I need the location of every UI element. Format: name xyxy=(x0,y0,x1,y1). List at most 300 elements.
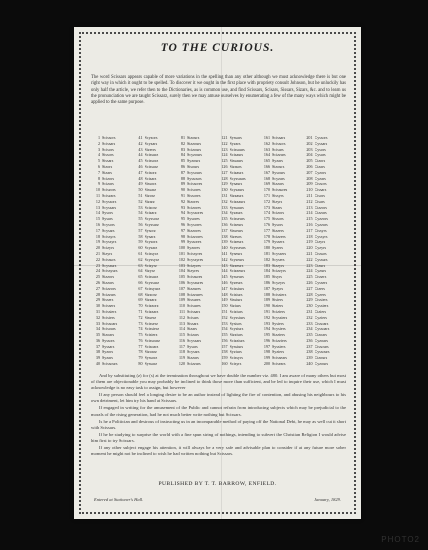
spelling-word: Scyzours xyxy=(187,152,203,158)
spelling-number: 215 xyxy=(306,216,313,222)
spelling-number: 179 xyxy=(263,239,270,245)
spelling-number: 149 xyxy=(221,297,228,303)
spelling-number: 119 xyxy=(179,355,185,361)
spelling-word: Scyzars xyxy=(144,140,158,146)
spelling-number: 191 xyxy=(263,308,270,314)
spelling-word: Sysaurs xyxy=(229,181,243,187)
spelling-number: 198 xyxy=(263,349,270,355)
spelling-word: Scissorz xyxy=(144,158,159,164)
spelling-number: 108 xyxy=(178,291,185,297)
spelling-number: 29 xyxy=(95,297,100,303)
spelling-number: 19 xyxy=(95,239,100,245)
spelling-number: 113 xyxy=(179,320,185,326)
spelling-word: Sciszars xyxy=(102,192,116,198)
spelling-word: Scizors xyxy=(102,175,115,181)
spelling-number: 166 xyxy=(263,163,270,169)
spelling-number: 120 xyxy=(178,361,185,367)
spelling-number: 82 xyxy=(180,140,185,146)
spelling-word: Scissyrs xyxy=(229,355,243,361)
spelling-number: 123 xyxy=(221,146,228,152)
spelling-word: Scysorz xyxy=(144,239,158,245)
spelling-number: 168 xyxy=(263,175,270,181)
spelling-number: 23 xyxy=(95,262,100,268)
spelling-word: Syzars xyxy=(272,158,283,164)
intro-paragraph: The word Scissars appears capable of more variations in the spelling than any other although we must acknowledge there is but one right way in which it ought to be spelled. To discover it we ought in the first place with propriety consult Johnson, but he unluckily has only half the article, we refer then to the Dictionaries, as is common use, and find Scissars, Scisars, Sissars, Sizars, &c. and to learn us the pronunciation we are taught Scissarz, surely then we may amuse ourselves by enumerating a few of the many ways which might be applied to the same purpose. xyxy=(91,75,346,106)
spelling-word: Sizores xyxy=(187,198,200,204)
spelling-word: Scisores xyxy=(187,187,201,193)
paragraph: Is he a Politician and desirous of instructing us in an incomparable method of paying off the National Debt, he may as well cut it short with Scissars. xyxy=(91,418,346,430)
spelling-number: 148 xyxy=(221,291,228,297)
spelling-word: Cissyrs xyxy=(314,227,327,233)
spelling-word: Scissaurs xyxy=(229,146,245,152)
spelling-word: Scizeurs xyxy=(229,239,244,245)
spelling-number: 162 xyxy=(263,140,270,146)
spelling-number: 66 xyxy=(138,279,143,285)
spelling-word: Sissors xyxy=(102,152,114,158)
spelling-number: 144 xyxy=(221,268,228,274)
spelling-word: Scissyurz xyxy=(144,285,161,291)
spelling-word: Sizours xyxy=(272,163,285,169)
spelling-word: Scyssars xyxy=(187,337,202,343)
spelling-number: 100 xyxy=(178,245,185,251)
spelling-word: Scysiurs xyxy=(229,326,244,332)
spelling-number: 45 xyxy=(138,158,143,164)
spelling-number: 10 xyxy=(95,187,100,193)
spelling-word: Scissyurs xyxy=(102,268,118,274)
spelling-word: Scysars xyxy=(187,349,200,355)
spelling-column xyxy=(134,135,177,367)
spelling-word: Sizzarz xyxy=(144,297,157,303)
spelling-number: 48 xyxy=(138,175,143,181)
spelling-number: 9 xyxy=(97,181,100,187)
spelling-number: 109 xyxy=(178,297,185,303)
spelling-word: Syzers xyxy=(272,245,283,251)
spelling-number: 70 xyxy=(138,303,143,309)
spelling-number: 200 xyxy=(263,361,270,367)
spelling-word: Scisaurs xyxy=(229,152,244,158)
spelling-number: 59 xyxy=(138,239,143,245)
spelling-word: Sysors xyxy=(272,221,283,227)
spelling-word: Scissures xyxy=(187,274,203,280)
spelling-number: 36 xyxy=(95,337,100,343)
spelling-number: 199 xyxy=(263,355,270,361)
spelling-number: 91 xyxy=(180,192,185,198)
spelling-word: Scyssiurs xyxy=(229,314,245,320)
spelling-number: 16 xyxy=(95,221,100,227)
spelling-number: 181 xyxy=(263,250,270,256)
spelling-word: Sisiers xyxy=(272,297,283,303)
spelling-number: 154 xyxy=(221,326,228,332)
spelling-word: Sciziers xyxy=(272,308,285,314)
watermark-text: PHOTO2 xyxy=(381,535,420,544)
spelling-word: Scisierz xyxy=(144,332,158,338)
spelling-word: Sysors xyxy=(102,210,113,216)
spelling-word: Syzyrs xyxy=(272,285,284,291)
spelling-word: Scissiurs xyxy=(229,285,245,291)
spelling-number: 80 xyxy=(138,361,143,367)
spelling-word: Scissors xyxy=(102,135,116,140)
spelling-word: Sizorz xyxy=(144,192,155,198)
spelling-word: Scysers xyxy=(272,256,285,262)
spelling-number: 68 xyxy=(138,291,143,297)
spelling-word: Syssores xyxy=(187,239,202,245)
spelling-word: Syzars xyxy=(102,355,113,361)
spelling-number: 126 xyxy=(221,163,228,169)
spelling-number: 218 xyxy=(306,233,313,239)
spelling-number: 67 xyxy=(138,285,143,291)
spelling-word: Scisars xyxy=(272,146,284,152)
spelling-number: 51 xyxy=(138,192,143,198)
spelling-word: Scizzorz xyxy=(144,303,159,309)
spelling-word: Sysours xyxy=(272,169,285,175)
spelling-number: 111 xyxy=(179,308,185,314)
spelling-word: Sysiers xyxy=(272,320,284,326)
spelling-word: Scyssorz xyxy=(144,216,160,222)
spelling-number: 110 xyxy=(179,303,185,309)
spelling-number: 4 xyxy=(97,152,100,158)
body-text xyxy=(91,373,346,458)
spelling-word: Sissaurs xyxy=(229,158,243,164)
spelling-number: 228 xyxy=(306,291,313,297)
spelling-word: Scissarz xyxy=(144,163,158,169)
spelling-word: Scyssurs xyxy=(102,262,117,268)
spelling-word: Sysorz xyxy=(144,227,156,233)
spelling-number: 11 xyxy=(96,192,100,198)
spelling-number: 171 xyxy=(263,192,270,198)
spelling-number: 159 xyxy=(221,355,228,361)
spelling-word: Scizzaurs xyxy=(229,198,246,204)
spelling-number: 44 xyxy=(138,152,143,158)
spelling-number: 226 xyxy=(306,279,313,285)
spelling-word: Cissiers xyxy=(314,297,328,303)
spelling-number: 2 xyxy=(97,140,100,146)
spelling-number: 164 xyxy=(263,152,270,158)
spelling-number: 217 xyxy=(306,227,313,233)
spelling-number: 88 xyxy=(180,175,185,181)
spelling-number: 140 xyxy=(221,245,228,251)
spelling-word: Scizzars xyxy=(102,291,116,297)
spelling-number: 151 xyxy=(221,308,228,314)
spelling-number: 187 xyxy=(263,285,270,291)
spelling-number: 125 xyxy=(221,158,228,164)
spelling-word: Sissers xyxy=(102,297,114,303)
spelling-number: 43 xyxy=(138,146,143,152)
spelling-word: Sizziers xyxy=(272,332,285,338)
document-title: TO THE CURIOUS. xyxy=(160,42,275,54)
spelling-word: Syssours xyxy=(187,175,202,181)
spelling-number: 112 xyxy=(179,314,185,320)
spelling-number: 143 xyxy=(221,262,228,268)
spelling-word: Syssars xyxy=(102,343,115,349)
spelling-word: Scyssyres xyxy=(187,256,204,262)
spelling-word: Scyssiers xyxy=(272,314,288,320)
spelling-word: Scyssarz xyxy=(144,221,159,227)
paragraph: If any other subject engage his attention, it will always be a very safe and advisable plan to consider if at any future more sober moment he might not be inclined to wish he had written nothing but Scissars. xyxy=(91,445,346,457)
spelling-column xyxy=(219,135,262,367)
spelling-word: Scissars xyxy=(102,140,116,146)
spelling-word: Cyssoars xyxy=(314,326,330,332)
spelling-word: Scyzors xyxy=(144,135,158,140)
spelling-column xyxy=(261,135,304,367)
spelling-number: 50 xyxy=(138,187,143,193)
spelling-word: Scissoars xyxy=(102,320,118,326)
spelling-number: 141 xyxy=(221,250,228,256)
spelling-word: Sciszors xyxy=(102,187,116,193)
spelling-word: Cizers xyxy=(314,285,325,291)
spelling-word: Scisorz xyxy=(144,169,157,175)
spelling-word: Cyssors xyxy=(314,135,328,140)
spelling-word: Scissores xyxy=(187,181,203,187)
spelling-word: Sysars xyxy=(102,216,113,222)
publisher-line: PUBLISHED BY T. T. BARROW, ENFIELD. xyxy=(158,481,277,487)
spelling-word: Scysars xyxy=(102,227,115,233)
spelling-word: Cyzzors xyxy=(314,216,328,222)
spelling-number: 95 xyxy=(180,216,185,222)
spelling-number: 209 xyxy=(306,181,313,187)
spelling-word: Scissors xyxy=(272,140,286,146)
spelling-number: 134 xyxy=(221,210,228,216)
spelling-word: Sizyrs xyxy=(272,198,283,204)
spelling-word: Sizyrs xyxy=(102,250,113,256)
spelling-word: Scizzures xyxy=(187,291,203,297)
spelling-word: Sizzars xyxy=(272,181,284,187)
spelling-number: 76 xyxy=(138,337,143,343)
spelling-number: 237 xyxy=(306,343,313,349)
spelling-number: 31 xyxy=(95,308,100,314)
spelling-word: Scizars xyxy=(102,181,114,187)
spelling-number: 75 xyxy=(138,332,143,338)
spelling-number: 52 xyxy=(138,198,143,204)
spelling-number: 239 xyxy=(306,355,313,361)
spelling-word: Scizaurs xyxy=(229,169,244,175)
spelling-number: 139 xyxy=(221,239,228,245)
spelling-word: Scysaurs xyxy=(229,187,245,193)
spelling-word: Scissours xyxy=(102,361,118,367)
spelling-number: 107 xyxy=(178,285,185,291)
spelling-word: Scizors xyxy=(272,210,285,216)
spelling-number: 115 xyxy=(179,332,185,338)
spelling-word: Cissors xyxy=(314,181,327,187)
spelling-number: 137 xyxy=(221,227,228,233)
spelling-number: 207 xyxy=(306,169,313,175)
spelling-number: 213 xyxy=(306,204,313,210)
spelling-number: 83 xyxy=(180,146,185,152)
spelling-number: 128 xyxy=(221,175,228,181)
spelling-word: Scysarz xyxy=(144,245,158,251)
spelling-number: 63 xyxy=(138,262,143,268)
spelling-number: 167 xyxy=(263,169,270,175)
spelling-number: 185 xyxy=(263,274,270,280)
spelling-number: 58 xyxy=(138,233,143,239)
spelling-number: 240 xyxy=(306,361,313,367)
spelling-number: 208 xyxy=(306,175,313,181)
spelling-number: 211 xyxy=(306,192,313,198)
spelling-word: Scizzores xyxy=(187,233,203,239)
spelling-number: 69 xyxy=(138,297,143,303)
spelling-number: 22 xyxy=(95,256,100,262)
paragraph: If engaged in writing for the amusement of the Public and cannot refrain from introducing subjects which may be prejudicial to the morals of the rising generation, had he not much better write nothing but Scissars. xyxy=(91,405,346,417)
spelling-number: 3 xyxy=(97,146,100,152)
spelling-number: 117 xyxy=(179,343,185,349)
spelling-number: 176 xyxy=(263,221,270,227)
spelling-word: Sciziurs xyxy=(229,308,243,314)
spelling-number: 133 xyxy=(221,204,228,210)
spelling-word: Scyssaurs xyxy=(229,175,246,181)
spelling-word: Scisseurs xyxy=(229,216,245,222)
spelling-word: Scisures xyxy=(187,303,201,309)
spelling-word: Cissoars xyxy=(314,320,329,326)
spelling-word: Cizyrs xyxy=(314,239,326,245)
paragraph: If any person should feel a longing desire to be an author instead of lighting the fire of contention, and abusing his neighbours to his own detriment, let him try his hand at Scissars. xyxy=(91,392,346,404)
spelling-number: 74 xyxy=(138,326,143,332)
spelling-word: Sizaurs xyxy=(229,163,242,169)
spelling-word: Scissurz xyxy=(144,152,159,158)
spelling-number: 177 xyxy=(263,227,270,233)
spelling-number: 216 xyxy=(306,221,313,227)
spelling-number: 145 xyxy=(221,274,228,280)
spelling-number: 33 xyxy=(95,320,100,326)
spelling-word: Cizours xyxy=(314,355,328,361)
spelling-word: Scizyrz xyxy=(144,262,157,268)
spelling-number: 183 xyxy=(263,262,270,268)
spelling-word: Sissarz xyxy=(144,187,157,193)
spelling-number: 93 xyxy=(180,204,185,210)
spelling-word: Sissars xyxy=(187,320,199,326)
spelling-number: 161 xyxy=(263,135,270,140)
spelling-number: 206 xyxy=(306,163,313,169)
spelling-number: 160 xyxy=(221,361,228,367)
spelling-number: 103 xyxy=(178,262,185,268)
spelling-number: 39 xyxy=(95,355,100,361)
spelling-word: Cyssers xyxy=(314,279,328,285)
spelling-word: Sizzaurs xyxy=(229,192,244,198)
spelling-word: Syssors xyxy=(102,337,115,343)
spelling-word: Cyzors xyxy=(314,169,327,175)
spelling-number: 165 xyxy=(263,158,270,164)
spelling-column xyxy=(176,135,219,367)
spelling-number: 96 xyxy=(180,221,185,227)
spelling-number: 24 xyxy=(95,268,100,274)
spelling-word: Syzaurs xyxy=(229,210,243,216)
spelling-row xyxy=(176,361,219,367)
spelling-number: 27 xyxy=(95,285,100,291)
spelling-number: 173 xyxy=(263,204,270,210)
spelling-word: Sizars xyxy=(102,169,113,175)
spelling-word: Scyssures xyxy=(187,279,204,285)
spelling-word: Sizzures xyxy=(187,285,201,291)
spelling-number: 15 xyxy=(95,216,100,222)
spelling-word: Cyziers xyxy=(314,314,328,320)
spelling-number: 87 xyxy=(180,169,185,175)
spelling-number: 193 xyxy=(263,320,270,326)
paragraph: If he be studying to surprise the world with a fine spun string of nothings, intending to subvert the Christian Religion I would advise him first to try Scissars. xyxy=(91,431,346,443)
spelling-number: 17 xyxy=(95,227,100,233)
spelling-number: 221 xyxy=(306,250,313,256)
spelling-word: Sissores xyxy=(187,192,201,198)
spelling-word: Syziurs xyxy=(229,349,242,355)
paragraph: And by substituting (z) for (s) at the termination throughout we have double the number viz. 480. I am aware of many others but most of them are objectionable you may probably be inclined to think those more than sufficient, and be led to inquire their use, which I must acknowledge is no easy task to assign, but however xyxy=(91,373,346,391)
spelling-number: 230 xyxy=(306,303,313,309)
spelling-word: Scissiers xyxy=(272,291,287,297)
spelling-number: 184 xyxy=(263,268,270,274)
spelling-number: 71 xyxy=(138,308,143,314)
spelling-number: 26 xyxy=(95,279,100,285)
spelling-word: Cisars xyxy=(314,198,325,204)
spelling-word: Scysiers xyxy=(272,326,286,332)
spelling-number: 153 xyxy=(221,320,228,326)
spelling-word: Sysiurs xyxy=(229,320,242,326)
spelling-number: 196 xyxy=(263,337,270,343)
spelling-word: Scisears xyxy=(272,361,286,367)
spelling-word: Scissures xyxy=(272,187,288,193)
spelling-number: 30 xyxy=(95,303,100,309)
spelling-number: 99 xyxy=(180,239,185,245)
spelling-number: 186 xyxy=(263,279,270,285)
spelling-word: Scyssurz xyxy=(144,279,160,285)
spelling-word: Cyssours xyxy=(314,349,330,355)
spelling-word: Scizzeurs xyxy=(229,268,246,274)
spelling-word: Ciziers xyxy=(314,308,327,314)
spelling-number: 102 xyxy=(178,256,185,262)
spelling-word: Sizarz xyxy=(144,198,155,204)
spelling-number: 232 xyxy=(306,314,313,320)
spelling-word: Siziers xyxy=(272,303,284,309)
spelling-number: 122 xyxy=(221,140,228,146)
spelling-word: Scyssyrs xyxy=(102,239,117,245)
spelling-word: Sizars xyxy=(272,204,283,210)
spelling-word: Sizzars xyxy=(102,279,114,285)
spelling-number: 37 xyxy=(95,343,100,349)
spelling-number: 62 xyxy=(138,256,143,262)
spelling-word: Sizziurs xyxy=(229,332,243,338)
spelling-word: Syziers xyxy=(272,349,285,355)
spelling-number: 18 xyxy=(95,233,100,239)
spelling-column xyxy=(304,135,347,367)
spelling-word: Cyzoars xyxy=(314,337,328,343)
spelling-word: Cissers xyxy=(314,274,327,280)
spelling-word: Scizzarz xyxy=(144,308,159,314)
spelling-word: Syzors xyxy=(102,349,114,355)
spelling-word: Sizyres xyxy=(187,268,200,274)
spelling-number: 190 xyxy=(263,303,270,309)
spelling-word: Scisors xyxy=(102,146,114,152)
spelling-word: Scissiers xyxy=(102,308,117,314)
spelling-number: 97 xyxy=(180,227,185,233)
spelling-word: Syseurs xyxy=(229,250,243,256)
spelling-number: 180 xyxy=(263,245,270,251)
spelling-word: Sizors xyxy=(102,163,113,169)
spelling-number: 64 xyxy=(138,268,143,274)
spelling-word: Scyssers xyxy=(272,250,287,256)
spelling-number: 156 xyxy=(221,337,228,343)
spelling-word: Cizoars xyxy=(314,332,328,338)
spelling-number: 135 xyxy=(221,216,228,222)
spelling-number: 204 xyxy=(306,152,313,158)
document-page xyxy=(74,27,361,519)
spelling-word: Siziurs xyxy=(229,303,241,309)
spelling-number: 5 xyxy=(97,158,100,164)
spelling-number: 178 xyxy=(263,233,270,239)
spelling-number: 55 xyxy=(138,216,143,222)
spelling-number: 6 xyxy=(97,163,100,169)
spelling-word: Cizzars xyxy=(314,210,327,216)
spelling-word: Scysseurs xyxy=(229,245,246,251)
spelling-number: 202 xyxy=(306,140,313,146)
spelling-word: Sizerrs xyxy=(144,146,156,152)
spelling-word: Sisyrs xyxy=(272,274,283,280)
spelling-word: Sizoarz xyxy=(144,349,157,355)
spelling-number: 57 xyxy=(138,227,143,233)
